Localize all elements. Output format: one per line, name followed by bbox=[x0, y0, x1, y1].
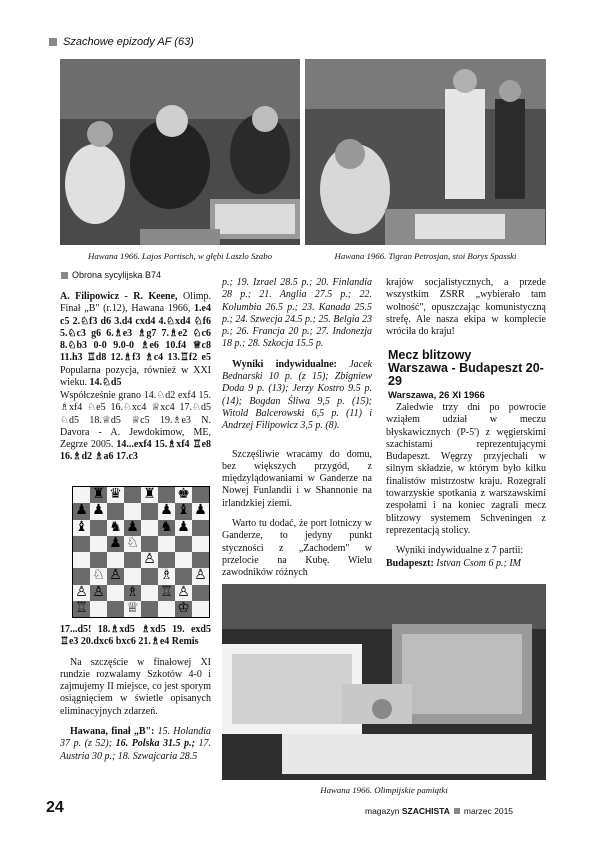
caption-left: Hawana 1966. Lajos Portisch, w głębi Laszlo Szabo bbox=[87, 251, 273, 261]
board-square bbox=[107, 503, 124, 519]
blitz-title-1: Mecz blitzowy bbox=[388, 348, 472, 362]
chess-piece: ♖ bbox=[75, 600, 88, 616]
board-square bbox=[192, 487, 209, 503]
board-square bbox=[192, 536, 209, 552]
chess-piece: ♝ bbox=[177, 503, 190, 519]
chess-piece: ♞ bbox=[109, 519, 122, 535]
footer-brand: SZACHISTA bbox=[401, 806, 450, 816]
game-comment-1: Popularna pozycja, również w XXI wieku. bbox=[60, 364, 211, 389]
game-moves-3-para bbox=[60, 624, 211, 649]
final-round-paragraph: Na szczęście w finałowej XI rundzie rozwalamy Szkotów 4-0 i zajmujemy II miejsce, co jest sporym osiągnięciem w świetle opisanych eliminacyjnych zdarzeń. bbox=[60, 656, 211, 717]
board-square bbox=[175, 568, 192, 584]
board-square bbox=[124, 552, 141, 568]
board-square bbox=[90, 552, 107, 568]
board-square bbox=[107, 585, 124, 601]
board-square bbox=[192, 552, 209, 568]
game-move-14: 14.♘d5 bbox=[89, 377, 122, 389]
chess-piece: ♙ bbox=[75, 584, 88, 600]
gander-paragraph: Warto tu dodać, że port lotniczy w Ganderze, to jedyny punkt styczności z „Zachodem" w przelocie na Kubę. Wielu zawodników różnych bbox=[222, 518, 372, 579]
game-comment-2: Współcześnie grano 14.♘d2 exf4 15. ♗xf4 ♘e5 16.♘xc4 ♕xc4 17.♘d5 ♘d5 18.♕d5 ♕c5 19.♗e3 N. Davora - A. Jewdokimow, ME, Zegrze 2005. bbox=[60, 390, 211, 451]
board-square bbox=[192, 601, 209, 617]
board-square bbox=[90, 536, 107, 552]
chess-piece: ♝ bbox=[75, 519, 88, 535]
chess-piece: ♛ bbox=[109, 487, 122, 502]
opening-label bbox=[61, 270, 161, 280]
final-b-label: Hawana, finał „B": bbox=[70, 726, 155, 738]
board-square bbox=[158, 536, 175, 552]
board-square bbox=[141, 585, 158, 601]
board-square bbox=[73, 487, 90, 503]
chess-piece: ♙ bbox=[194, 568, 207, 584]
board-square bbox=[175, 536, 192, 552]
column-3-b bbox=[386, 402, 546, 578]
page-number: 24 bbox=[46, 799, 64, 816]
board-square bbox=[141, 520, 158, 536]
individual-results bbox=[222, 359, 372, 433]
chess-piece: ♟ bbox=[160, 503, 173, 519]
column-1 bbox=[60, 291, 211, 397]
game-moves-3: 17...d5! 18.♗xd5 ♗xd5 19. exd5 ♖e3 20.dxc6 bxc6 21.♗e4 Remis bbox=[60, 624, 211, 648]
footer-magazine-label: magazyn bbox=[365, 806, 400, 816]
series-title: Szachowe epizody AF (63) bbox=[63, 36, 194, 48]
board-square bbox=[73, 552, 90, 568]
chess-piece: ♟ bbox=[109, 535, 122, 551]
final-b-rest: 17. Austria 30 p.; 18. Szwajcaria 28.5 bbox=[60, 738, 211, 762]
results-continued-text: p.; 19. Izrael 28.5 p.; 20. Finlandia 28 p.; 21. Anglia 27.5 p.; 22. Kolumbia 26.5 p.; 23. Kanada 25.5 p.; 24. Szwecja 24.5 p.; 25. Belgia 23 p.; 26. Francja 20 p.; 27. Indonezja 18 p.; 28. Szkocja 15.5 p. bbox=[222, 277, 372, 350]
column-1-b bbox=[60, 390, 211, 472]
board-square bbox=[90, 601, 107, 617]
footer-magazine bbox=[365, 806, 513, 816]
opening-square-icon bbox=[61, 272, 68, 279]
chess-piece: ♙ bbox=[109, 568, 122, 584]
photo-petrosjan bbox=[305, 59, 546, 245]
game-event: Olimp. Finał „B" (r.12), Hawana 1966, bbox=[60, 291, 212, 315]
chess-piece: ♙ bbox=[92, 584, 105, 600]
board-square bbox=[107, 601, 124, 617]
board-square bbox=[124, 568, 141, 584]
chess-piece: ♟ bbox=[194, 503, 207, 519]
chess-piece: ♔ bbox=[177, 600, 190, 616]
chess-piece: ♟ bbox=[177, 519, 190, 535]
photo-olympic-souvenirs bbox=[222, 584, 546, 780]
board-square bbox=[90, 520, 107, 536]
chess-piece: ♟ bbox=[92, 503, 105, 519]
blitz-section-heading bbox=[388, 349, 548, 401]
individual-results-label: Wyniki indywidualne: bbox=[232, 358, 337, 370]
board-square bbox=[141, 568, 158, 584]
column-1-c bbox=[60, 624, 211, 771]
game-header bbox=[60, 291, 211, 389]
budapest-results bbox=[386, 558, 546, 570]
series-header bbox=[49, 36, 194, 48]
chess-piece: ♟ bbox=[75, 503, 88, 519]
blitz-paragraph: Zaledwie trzy dni po powrocie wziąłem udział w meczu błyskawicznych (P-5') z węgierskimi szachistami reprezentującymi Budapeszt. Węgrzy przyjechali w silnym składzie, w którym było kilku finalistów mistrzostw kraju. Rozegrali towarzyskie spotkania z warszawskimi zespołami i na koniec zagrali mecz blitzowy systemem Schveningen z reprezentacją stolicy. bbox=[386, 402, 546, 536]
budapest-label: Budapeszt: bbox=[386, 557, 434, 569]
header-square-icon bbox=[49, 38, 57, 46]
board-square bbox=[158, 487, 175, 503]
opening-name: Obrona sycylijska B74 bbox=[72, 270, 162, 280]
board-square bbox=[192, 585, 209, 601]
game-moves-2: 14...exf4 15.♗xf4 ♖e8 16.♗d2 ♗a6 17.c3 bbox=[60, 439, 212, 463]
board-square bbox=[158, 601, 175, 617]
board-square bbox=[73, 536, 90, 552]
game-moves-1: 1.e4 c5 2.♘f3 d6 3.d4 cxd4 4.♘xd4 ♘f6 5.♘c3 g6 6.♗e3 ♗g7 7.♗e2 ♘c6 8.♘b3 0-0 9.0-0 ♗e6 10.f4 ♕c8 11.h3 ♖d8 12.♗f3 ♗c4 13.♖f2 e5 bbox=[60, 303, 211, 364]
board-square bbox=[73, 568, 90, 584]
column-3 bbox=[386, 277, 546, 346]
chess-piece: ♙ bbox=[143, 552, 156, 567]
game-players: A. Filipowicz - R. Keene, bbox=[60, 291, 178, 302]
footer-issue: marzec 2015 bbox=[463, 806, 514, 816]
board-square bbox=[141, 601, 158, 617]
chess-piece: ♙ bbox=[177, 584, 190, 600]
board-square bbox=[124, 503, 141, 519]
blitz-title-2: Warszawa - Budapeszt 20-29 bbox=[388, 361, 544, 388]
board-square bbox=[175, 552, 192, 568]
blitz-results-label: Wyniki indywidualne z 7 partii: bbox=[396, 545, 524, 557]
chess-piece: ♘ bbox=[126, 535, 139, 551]
footer-square-icon bbox=[454, 808, 460, 814]
final-b-poland: 16. Polska 31.5 p.; bbox=[115, 738, 195, 750]
photo-portisch bbox=[60, 59, 300, 245]
individual-results-text: Jacek Bednarski 10 p. (z 15); Zbigniew Doda 9 p. (13); Jerzy Kostro 9.5 p. (14); Bogdan Śliwa 9,5 p. (15); Witold Balcerowski 6,5 p. (11) i Andrzej Filipowicz 3,5 p. (8). bbox=[222, 358, 372, 432]
board-square bbox=[141, 536, 158, 552]
chess-piece: ♕ bbox=[126, 600, 139, 616]
blitz-subtitle: Warszawa, 26 XI 1966 bbox=[388, 390, 485, 401]
board-square bbox=[124, 487, 141, 503]
game-comment-2-para bbox=[60, 390, 211, 464]
budapest-results-text: Istvan Csom 6 p.; IM bbox=[436, 557, 522, 569]
chess-diagram bbox=[72, 486, 210, 618]
chess-piece: ♚ bbox=[177, 487, 190, 502]
chess-piece: ♖ bbox=[160, 584, 173, 600]
caption-bottom: Hawana 1966. Olimpijskie pamiątki bbox=[320, 785, 448, 795]
caption-right: Hawana 1966. Tigran Petrosjan, stoi Borys Spasski bbox=[334, 251, 517, 261]
chess-piece: ♘ bbox=[92, 568, 105, 584]
chess-piece: ♗ bbox=[160, 568, 173, 584]
final-b-holland: 15. Holandia 37 p. (z 52); bbox=[60, 726, 212, 750]
final-b-results bbox=[60, 726, 211, 763]
socialist-paragraph: krajów socjalistycznych, a przede wszystkim ZSRR „wybierało tam wolność", opuszczając komunistyczną strefę. Ale nasza ekipa w komplecie wróciła do kraju! bbox=[386, 277, 546, 338]
chess-piece: ♟ bbox=[126, 519, 139, 535]
board-square bbox=[141, 503, 158, 519]
chess-piece: ♜ bbox=[143, 487, 156, 502]
chess-piece: ♗ bbox=[126, 584, 139, 600]
board-square bbox=[158, 552, 175, 568]
chess-piece: ♜ bbox=[92, 487, 105, 502]
return-paragraph: Szczęśliwie wracamy do domu, bez większych przygód, z międzylądowaniami w Ganderze na Nowej Funlandii i w Shannonie na irlandzkiej ziemi. bbox=[222, 448, 372, 509]
board-square bbox=[192, 520, 209, 536]
column-2 bbox=[222, 277, 372, 588]
chess-piece: ♞ bbox=[160, 519, 173, 535]
board-square bbox=[107, 552, 124, 568]
results-continued bbox=[222, 277, 372, 351]
